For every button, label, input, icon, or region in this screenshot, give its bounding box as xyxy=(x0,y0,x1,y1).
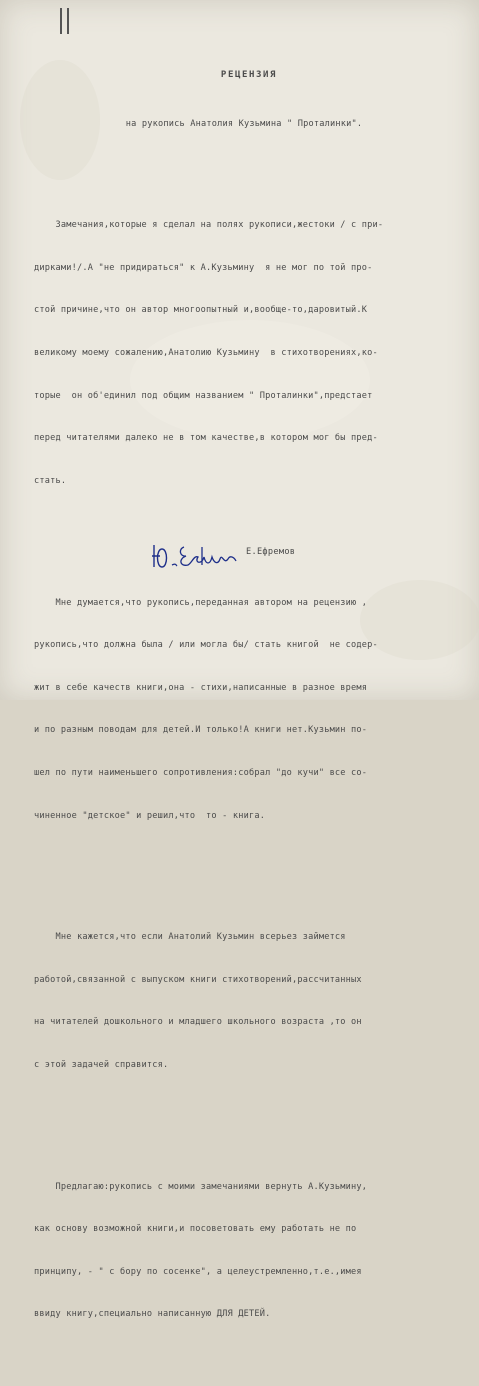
text-line: жит в себе качеств книги,она - стихи,написанные в разное время xyxy=(34,682,368,693)
text-line: Замечания,которые я сделал на полях рукописи,жестоки / с при- xyxy=(34,220,384,231)
text-line: шел по пути наименьшего сопротивления:собрал "до кучи" все со- xyxy=(34,767,368,778)
paragraph-4 xyxy=(34,1151,454,1350)
text-line: стой причине,что он автор многоопытный и,вообще-то,даровитый.К xyxy=(34,305,368,316)
document-subtitle: на рукопись Анатолия Кузьмина " Проталинки". xyxy=(125,119,363,130)
text-line: как основу возможной книги,и посоветовать ему работать не по xyxy=(34,1224,357,1235)
text-line: Предлагаю:рукопись с моими замечаниями вернуть А.Кузьмину, xyxy=(34,1181,368,1192)
text-line: рукопись,что должна была / или могла бы/ стать книгой не содер- xyxy=(34,640,378,651)
document-body xyxy=(34,40,454,1386)
text-line: работой,связанной с выпуском книги стихотворений,рассчитанных xyxy=(34,974,362,985)
signer-name: Е.Ефремов xyxy=(246,547,296,557)
text-line: торые он об'единил под общим названием " Проталинки",предстает xyxy=(34,390,373,401)
paragraph-2 xyxy=(34,567,454,851)
text-line: перед читателями далеко не в том качестве,в котором мог бы пред- xyxy=(34,433,378,444)
text-line: великому моему сожалению,Анатолию Кузьмину в стихотворениях,ко- xyxy=(34,348,378,359)
text-line: стать. xyxy=(34,475,67,486)
text-line: чиненное "детское" и решил,что то - книга. xyxy=(34,810,266,821)
text-line: ввиду книгу,специально написанную ДЛЯ ДЕТЕЙ. xyxy=(34,1309,271,1320)
paragraph-1 xyxy=(34,190,454,517)
text-line: Мне кажется,что если Анатолий Кузьмин всерьез займется xyxy=(34,932,346,943)
handwritten-signature xyxy=(150,535,245,575)
text-line: на читателей дошкольного и младшего школьного возраста ,то он xyxy=(34,1017,362,1028)
text-line: и по разным поводам для детей.И только!А книги нет.Кузьмин по- xyxy=(34,725,368,736)
text-line: Мне думается,что рукопись,переданная автором на рецензию , xyxy=(34,597,368,608)
text-line: дирками!/.А "не придираться" к А.Кузьмину я не мог по той про- xyxy=(34,262,373,273)
signature-block xyxy=(150,535,450,575)
paragraph-3 xyxy=(34,902,454,1101)
margin-mark-icon xyxy=(58,6,72,36)
text-line: с этой задачей справится. xyxy=(34,1060,169,1071)
text-line: принципу, - " с бору по сосенке", а целеустремленно,т.е.,имея xyxy=(34,1266,362,1277)
document-title: РЕЦЕНЗИЯ xyxy=(220,70,278,81)
